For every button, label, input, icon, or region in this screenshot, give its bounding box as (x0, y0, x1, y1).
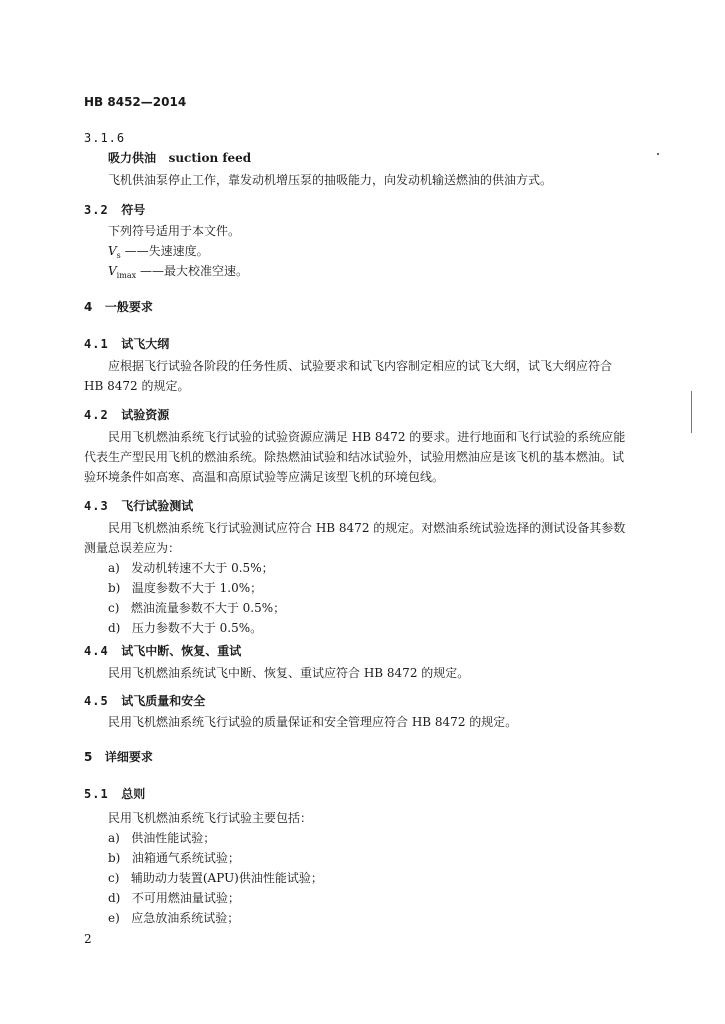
list-item (108, 907, 239, 929)
list-label: c) (108, 871, 120, 885)
list-text: 发动机转速不大于 0.5%； (131, 561, 274, 575)
paragraph-line: 应根据飞行试验各阶段的任务性质、试验要求和试飞内容制定相应的试飞大纲，试飞大纲应符合 (108, 359, 613, 373)
clause-number-3-1-6: 3.1.6 (84, 131, 126, 145)
section-4-3-heading (84, 497, 193, 514)
section-number: 4.5 (84, 694, 109, 708)
scan-margin-line (691, 391, 692, 433)
chapter-number: 4 (84, 300, 93, 314)
list-label: a) (108, 831, 120, 845)
document-header: HB 8452—2014 (84, 95, 187, 109)
section-title: 试飞质量和安全 (121, 694, 206, 708)
list-item (108, 557, 274, 579)
symbols-intro: 下列符号适用于本文件。 (108, 224, 241, 238)
section-title: 飞行试验测试 (121, 499, 194, 513)
paragraph-line: 代表生产型民用飞机的燃油系统。除热燃油试验和结冰试验外，试验用燃油应是该飞机的基本燃油。试 (84, 450, 625, 464)
list-text: 辅助动力装置(APU)供油性能试验； (130, 871, 323, 885)
list-text: 燃油流量参数不大于 0.5%； (130, 601, 286, 615)
symbol-definition: ——失速速度。 (124, 244, 209, 258)
section-number: 4.2 (84, 408, 109, 422)
symbol-definition: ——最大校准空速。 (139, 264, 248, 278)
list-label: d) (108, 891, 121, 905)
section-title: 符号 (121, 203, 146, 217)
list-text: 油箱通气系统试验； (131, 851, 240, 865)
section-3-2-heading (84, 201, 145, 218)
symbol-subscript: imax (116, 271, 137, 280)
paragraph-line: 民用飞机燃油系统试飞中断、恢复、重试应符合 HB 8472 的规定。 (108, 666, 470, 680)
term-zh: 吸力供油 (108, 151, 157, 165)
paragraph-line: 民用飞机燃油系统飞行试验的质量保证和安全管理应符合 HB 8472 的规定。 (108, 715, 518, 729)
list-item (108, 577, 262, 599)
list-item (108, 597, 285, 619)
list-item (108, 847, 240, 869)
symbol-vimax (108, 260, 248, 287)
section-number: 4.4 (84, 644, 109, 658)
list-text: 供油性能试验； (131, 831, 216, 845)
list-label: c) (108, 601, 120, 615)
section-number: 4.1 (84, 337, 109, 351)
list-text: 温度参数不大于 1.0%； (131, 581, 263, 595)
term-en: suction feed (168, 151, 252, 165)
scan-speck (657, 153, 659, 155)
paragraph-line: 民用飞机燃油系统飞行试验主要包括： (108, 811, 313, 825)
paragraph-line: 民用飞机燃油系统飞行试验测试应符合 HB 8472 的规定。对燃油系统试验选择的测试设备其参数 (108, 521, 626, 535)
paragraph-line: HB 8472 的规定。 (84, 379, 190, 393)
section-title: 试飞大纲 (121, 337, 170, 351)
list-label: d) (108, 621, 121, 635)
list-item (108, 867, 323, 889)
list-label: b) (108, 581, 121, 595)
chapter-4-heading (84, 298, 153, 315)
chapter-5-heading (84, 748, 153, 765)
list-label: b) (108, 851, 121, 865)
list-text: 应急放油系统试验； (131, 911, 240, 925)
section-4-5-heading (84, 692, 205, 709)
section-title: 试飞中断、恢复、重试 (121, 644, 242, 658)
section-4-2-heading (84, 406, 169, 423)
term-definition: 飞机供油泵停止工作，靠发动机增压泵的抽吸能力，向发动机输送燃油的供油方式。 (108, 173, 553, 187)
list-text: 不可用燃油量试验； (131, 891, 240, 905)
term-heading (108, 147, 251, 169)
symbol-base: V (108, 244, 117, 258)
list-item (108, 887, 240, 909)
list-item (108, 827, 215, 849)
paragraph-line: 测量总误差应为： (84, 541, 181, 555)
paragraph-line: 验环境条件如高寒、高温和高原试验等应满足该型飞机的环境包线。 (84, 470, 445, 484)
paragraph-line: 民用飞机燃油系统飞行试验的试验资源应满足 HB 8472 的要求。进行地面和飞行试验的系统应能 (108, 430, 626, 444)
list-item (108, 617, 262, 639)
section-number: 5.1 (84, 787, 109, 801)
section-number: 3.2 (84, 203, 109, 217)
page-number: 2 (84, 932, 92, 946)
section-number: 4.3 (84, 499, 109, 513)
section-4-1-heading (84, 335, 169, 352)
symbol-subscript: s (116, 251, 121, 260)
section-4-4-heading (84, 642, 241, 659)
section-title: 试验资源 (121, 408, 170, 422)
chapter-title: 详细要求 (104, 750, 153, 764)
list-label: e) (108, 911, 120, 925)
section-5-1-heading (84, 785, 145, 802)
chapter-number: 5 (84, 750, 93, 764)
section-title: 总则 (121, 787, 146, 801)
symbol-base: V (108, 264, 117, 278)
list-label: a) (108, 561, 120, 575)
list-text: 压力参数不大于 0.5%。 (131, 621, 263, 635)
chapter-title: 一般要求 (104, 300, 153, 314)
